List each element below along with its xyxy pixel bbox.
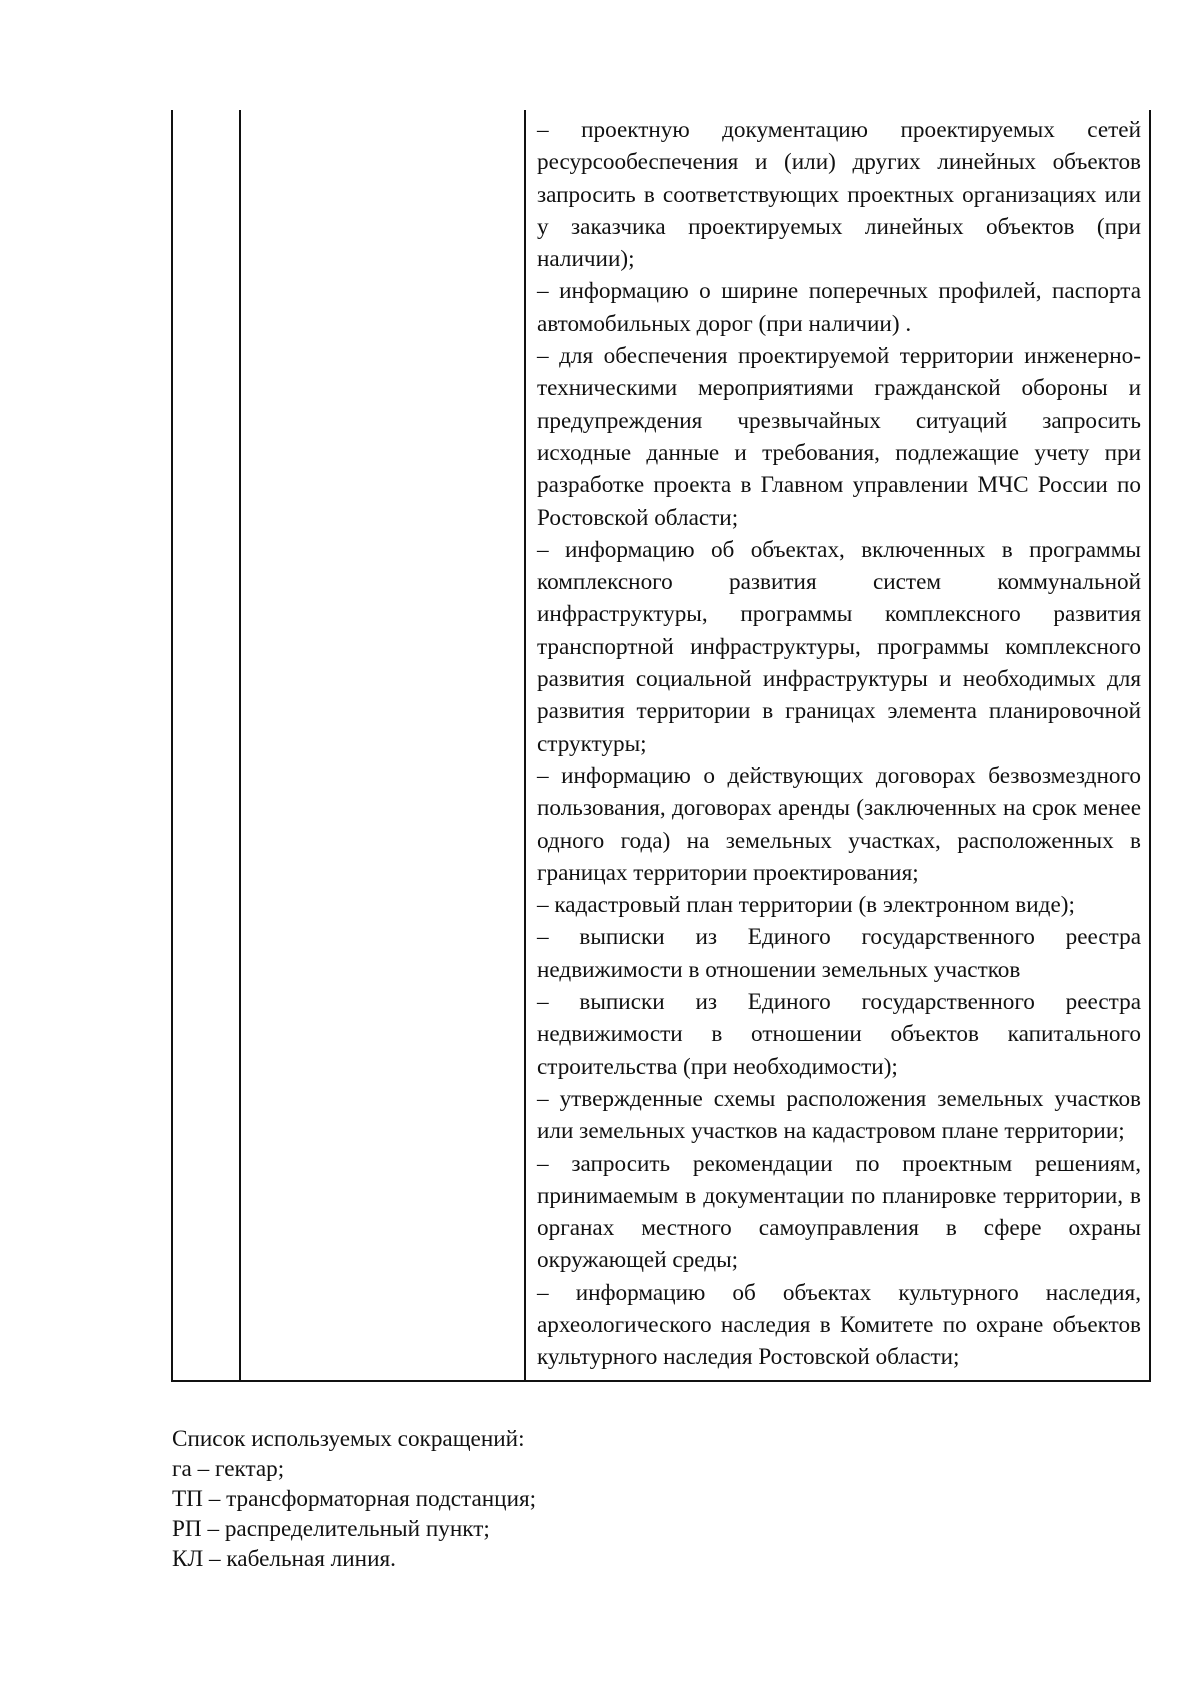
abbreviations-section <box>172 1424 872 1574</box>
requirement-item: – выписки из Единого государственного реестра недвижимости в отношении объектов капитального строительства (при необходимости); <box>537 989 1141 1080</box>
requirement-item: – выписки из Единого государственного реестра недвижимости в отношении земельных участков <box>537 924 1141 983</box>
abbreviation-item: га – гектар; <box>172 1456 285 1482</box>
requirements-table <box>171 110 1151 1382</box>
abbreviations-heading: Список используемых сокращений: <box>172 1426 525 1452</box>
requirement-item: – информацию об объектах, включенных в программы комплексного развития систем коммунальной инфраструктуры, программы комплексного развития транспортной инфраструктуры, программы комплексного развития социальной инфраструктуры и необходимых для развития территории в границах элемента планировочной структуры; <box>537 536 1141 757</box>
requirement-item: – запросить рекомендации по проектным решениям, принимаемым в документации по планировке территории, в органах местного самоуправления в сфере охраны окружающей среды; <box>537 1150 1141 1274</box>
abbreviation-item: РП – распределительный пункт; <box>172 1516 490 1542</box>
requirement-item: – кадастровый план территории (в электронном виде); <box>537 892 1075 919</box>
requirement-item: – информацию об объектах культурного наследия, археологического наследия в Комитете по охране объектов культурного наследия Ростовской области; <box>537 1279 1141 1371</box>
abbreviation-item: ТП – трансформаторная подстанция; <box>172 1486 537 1512</box>
requirements-list <box>526 110 1149 1380</box>
requirement-item: – информацию о действующих договорах безвозмездного пользования, договорах аренды (заключенных на срок менее одного года) на земельных участках, расположенных в границах территории проектирования; <box>537 762 1141 886</box>
table-cell-number <box>172 110 240 1381</box>
table-row <box>172 110 1150 1381</box>
requirement-item: – информацию о ширине поперечных профилей, паспорта автомобильных дорог (при наличии) . <box>537 278 1141 337</box>
requirement-item: – утвержденные схемы расположения земельных участков или земельных участков на кадастровом плане территории; <box>537 1085 1141 1145</box>
table-cell-content <box>525 110 1150 1381</box>
abbreviation-item: КЛ – кабельная линия. <box>172 1546 396 1572</box>
requirement-item: – проектную документацию проектируемых сетей ресурсообеспечения и (или) других линейных объектов запросить в соответствующих проектных организациях или у заказчика проектируемых линейных объектов (при наличии); <box>537 117 1141 273</box>
table-cell-name <box>240 110 525 1381</box>
requirement-item: – для обеспечения проектируемой территории инженерно-техническими мероприятиями гражданской обороны и предупреждения чрезвычайных ситуаций запросить исходные данные и требования, подлежащие учету при разработке проекта в Главном управлении МЧС России по Ростовской области; <box>537 343 1141 531</box>
